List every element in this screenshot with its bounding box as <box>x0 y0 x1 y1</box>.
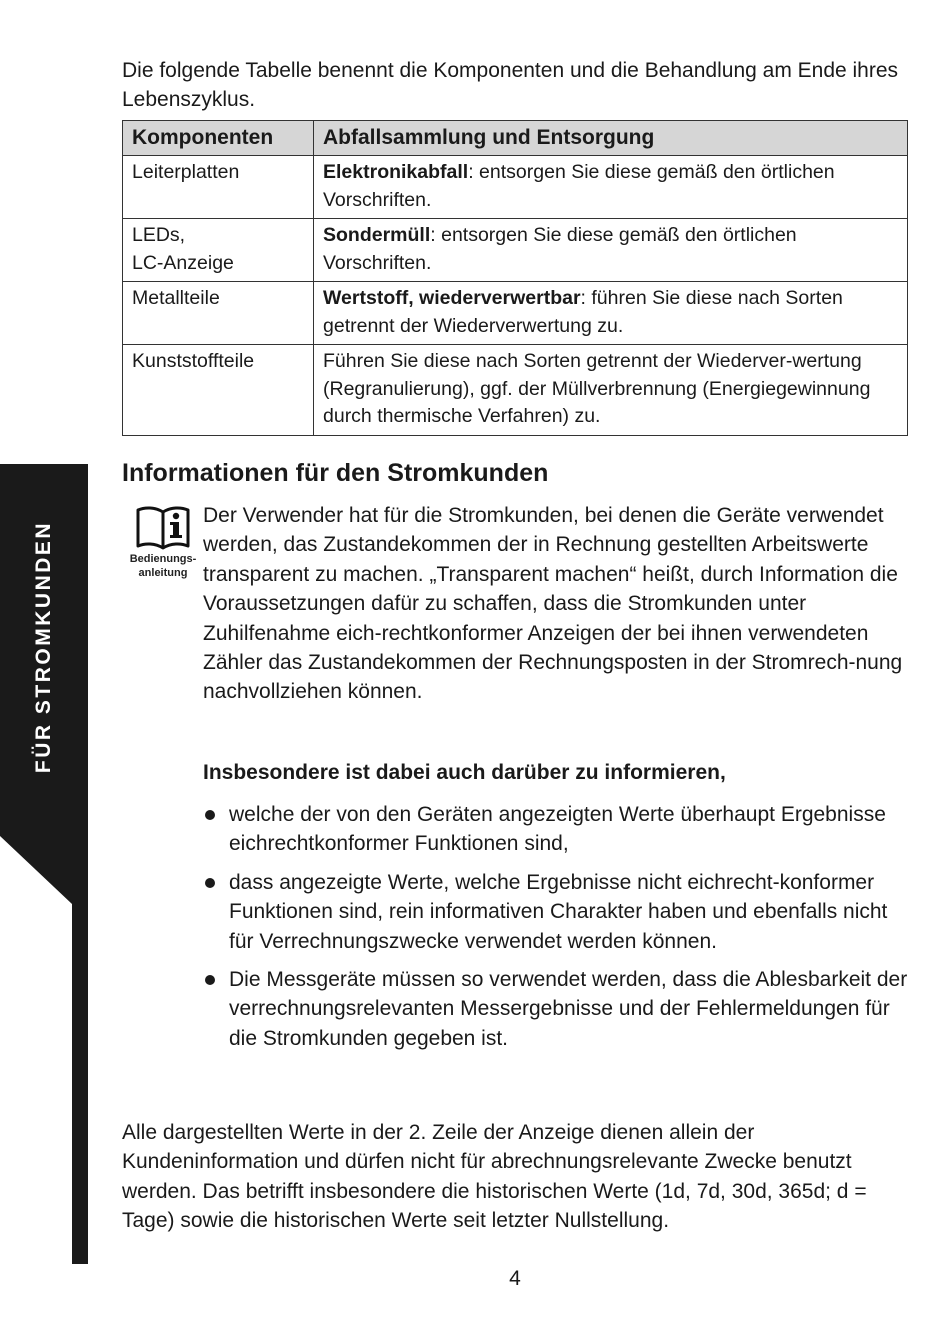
manual-info-icon <box>133 502 193 552</box>
disposal-text: Führen Sie diese nach Sorten getrennt der Wiederver-wertung (Regranulierung), ggf. der Müllverbrennung (Energiegewinnung durch thermische Verfahren) zu. <box>323 350 871 427</box>
disposal-category: Sondermüll <box>323 224 431 246</box>
bullet-icon <box>205 878 215 888</box>
manual-caption-line1: Bedienungs- <box>129 553 197 565</box>
component-led: LEDs, <box>132 224 186 246</box>
bullet-icon <box>205 810 215 820</box>
disposal-text: : entsorgen Sie diese gemäß den örtlichen Vorschriften. <box>323 161 835 211</box>
list-item <box>203 800 909 859</box>
disposal-cell <box>314 156 908 219</box>
list-item-text: welche der von den Geräten angezeigten Werte überhaupt Ergebnisse eichrechtkonformer Funktionen sind, <box>229 803 886 856</box>
page-number: 4 <box>509 1267 521 1290</box>
disposal-cell <box>314 282 908 345</box>
disposal-text: : führen Sie diese nach Sorten getrennt der Wiederverwertung zu. <box>323 287 843 337</box>
manual-info-block <box>124 502 202 590</box>
disposal-text: : entsorgen Sie diese gemäß den örtlichen Vorschriften. <box>323 224 797 274</box>
list-item-text: dass angezeigte Werte, welche Ergebnisse nicht eichrecht-konformer Funktionen sind, rein informativen Charakter haben und ebenfalls nicht für Verrechnungszwecke verwendet werden können. <box>229 870 888 953</box>
list-item-text: Die Messgeräte müssen so verwendet werden, dass die Ablesbarkeit der verrechnungsrelevanten Messergebnisse und der Fehlermeldungen für die Stromkunden gegeben ist. <box>229 968 908 1050</box>
disposal-category: Elektronikabfall <box>323 161 469 183</box>
emphasis-text: Insbesondere ist dabei auch darüber zu informieren, <box>203 761 726 784</box>
component-lcd: LC-Anzeige <box>132 251 234 274</box>
component-cell: Metallteile <box>123 282 314 345</box>
table-header-row <box>123 121 908 156</box>
side-tab-label: FÜR STROMKUNDEN <box>32 520 55 774</box>
list-item <box>203 868 909 956</box>
closing-paragraph: Alle dargestellten Werte in der 2. Zeile der Anzeige dienen allein der Kundeninformation und dürfen nicht für abrechnungsrelevante Zwecke benutzt werden. Das betrifft insbesondere die historischen Werte (1d, 7d, 30d, 365d; d = Tage) sowie die historischen Werte seit letzter Nullstellung. <box>122 1121 867 1233</box>
info-paragraph: Der Verwender hat für die Stromkunden, bei denen die Geräte verwendet werden, das Zustandekommen der in Rechnung gestellten Arbeitswerte transparent zu machen. „Transparent machen“ heißt, durch Information die Voraussetzungen dafür zu schaffen, dass die Stromkunden unter Zuhilfenahme eich-rechtkonformer Anzeigen der bei ihnen verwendeten Zähler das Zustandekommen der Rechnungsposten in der Stromrech-nung nachvollziehen können. <box>203 504 903 704</box>
manual-caption-line2: anleitung <box>138 567 188 579</box>
component-cell <box>123 219 314 282</box>
table-row <box>123 219 908 282</box>
disposal-category: Wertstoff, wiederverwertbar <box>323 287 581 309</box>
table-header-disposal: Abfallsammlung und Entsorgung <box>314 121 908 156</box>
table-header-components: Komponenten <box>123 121 314 156</box>
table-row <box>123 282 908 345</box>
list-item <box>203 965 909 1053</box>
disposal-cell <box>314 219 908 282</box>
info-bullet-list <box>203 800 909 1062</box>
section-title: Informationen für den Stromkunden <box>122 459 549 487</box>
component-cell: Kunststoffteile <box>123 345 314 436</box>
table-row <box>123 345 908 436</box>
intro-text: Die folgende Tabelle benennt die Komponenten und die Behandlung am Ende ihres Lebenszyklus. <box>122 59 899 111</box>
component-cell: Leiterplatten <box>123 156 314 219</box>
table-row <box>123 156 908 219</box>
components-table <box>122 120 908 436</box>
disposal-cell <box>314 345 908 436</box>
bullet-icon <box>205 975 215 985</box>
